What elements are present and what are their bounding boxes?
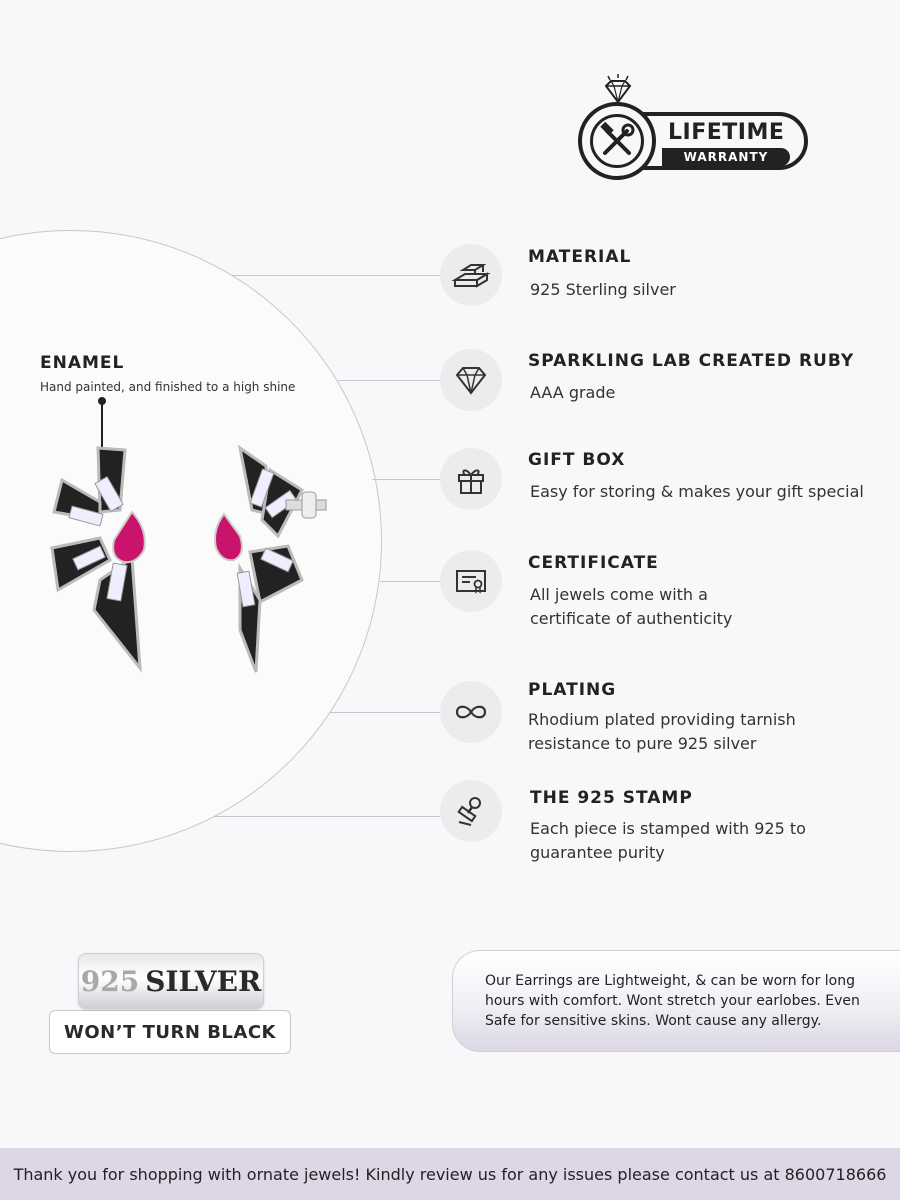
info-line: Our Earrings are Lightweight, & can be worn for long — [485, 973, 855, 989]
info-line: hours with comfort. Wont stretch your earlobes. Even — [485, 993, 860, 1009]
feature-title: THE 925 STAMP — [530, 788, 693, 808]
silver-number: 925 — [80, 964, 140, 998]
feature-description-line: Rhodium plated providing tarnish — [528, 710, 796, 729]
silver-bars-icon — [440, 244, 502, 306]
tools-emblem — [578, 102, 656, 180]
warranty-line1: LIFETIME — [668, 120, 785, 145]
silver-925-badge — [78, 953, 264, 1009]
stamp-icon — [440, 780, 502, 842]
footer-banner — [0, 1148, 900, 1200]
feature-description — [530, 583, 890, 631]
wont-turn-black-label: WON’T TURN BLACK — [49, 1010, 291, 1054]
info-line: Safe for sensitive skins. Wont cause any allergy. — [485, 1013, 822, 1029]
enamel-subtitle: Hand painted, and finished to a high shine — [40, 380, 296, 394]
feature-description-line: guarantee purity — [530, 843, 665, 862]
feature-description — [530, 817, 890, 865]
feature-description: 925 Sterling silver — [530, 280, 676, 299]
gift-box-icon — [440, 448, 502, 510]
enamel-title: ENAMEL — [40, 353, 125, 373]
comfort-info-box — [452, 950, 900, 1052]
left-earring — [52, 448, 145, 668]
warranty-line2: WARRANTY — [662, 148, 790, 166]
feature-description-line: All jewels come with a — [530, 585, 708, 604]
feature-description: AAA grade — [530, 383, 616, 402]
earrings-image — [40, 440, 340, 680]
feature-description — [528, 708, 888, 756]
feature-description-line: Each piece is stamped with 925 to — [530, 819, 806, 838]
feature-title: GIFT BOX — [528, 450, 626, 470]
diamond-icon — [440, 349, 502, 411]
certificate-icon — [440, 550, 502, 612]
feature-description-line: certificate of authenticity — [530, 609, 733, 628]
infinity-icon — [440, 681, 502, 743]
right-earring — [215, 448, 326, 672]
feature-title: CERTIFICATE — [528, 553, 659, 573]
wrench-hammer-icon — [597, 121, 637, 161]
diamond-sparkle-icon — [600, 74, 636, 104]
lifetime-warranty-badge — [578, 74, 810, 184]
feature-title: PLATING — [528, 680, 617, 700]
silver-word: SILVER — [145, 964, 262, 998]
feature-title: SPARKLING LAB CREATED RUBY — [528, 351, 855, 371]
footer-text: Thank you for shopping with ornate jewels! Kindly review us for any issues please contact us at 8600718666 — [13, 1164, 887, 1184]
feature-description: Easy for storing & makes your gift special — [530, 482, 864, 501]
feature-title: MATERIAL — [528, 247, 632, 267]
feature-description-line: resistance to pure 925 silver — [528, 734, 757, 753]
